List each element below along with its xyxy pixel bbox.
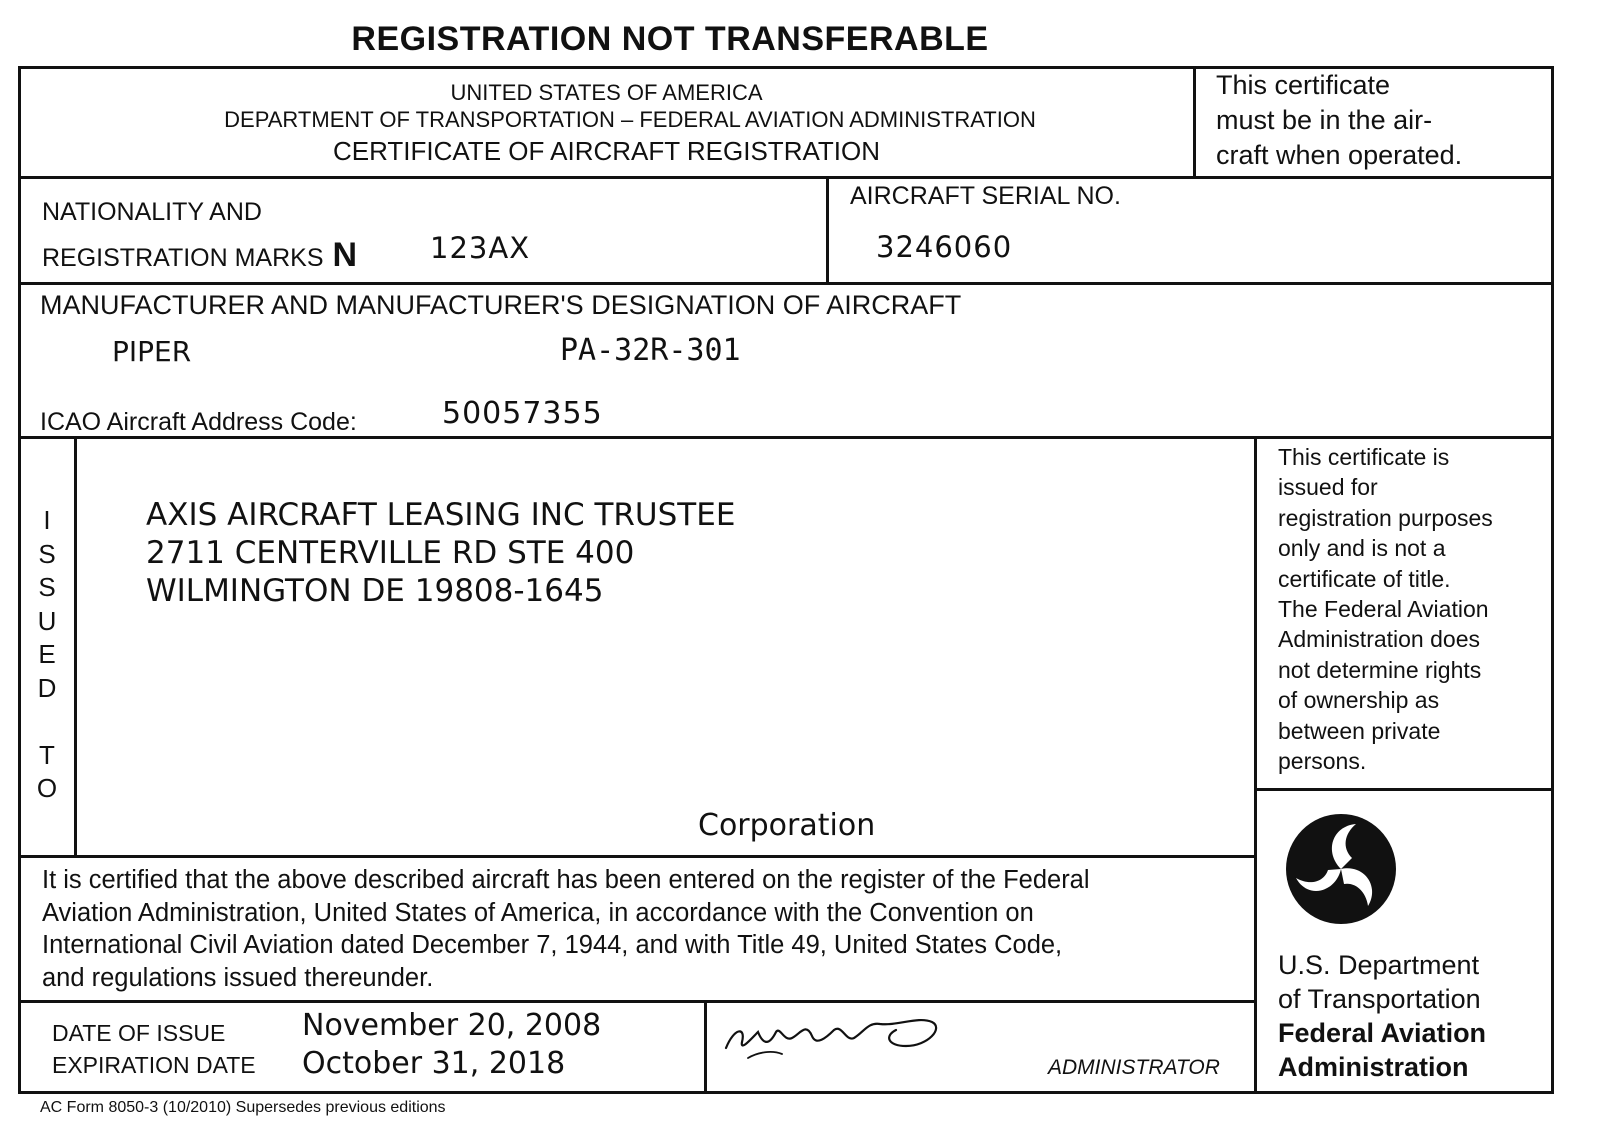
issued-to-letter: E <box>38 639 56 669</box>
signature-stroke <box>726 1020 936 1048</box>
rule-issued-to-bottom <box>18 855 1256 858</box>
dot-name-line-1: U.S. Department <box>1278 950 1480 980</box>
issued-to-letter: O <box>36 773 58 803</box>
registration-marks-value: 123AX <box>430 231 531 265</box>
manufacturer-label: MANUFACTURER AND MANUFACTURER'S DESIGNATION OF AIRCRAFT <box>40 290 962 320</box>
icao-label: ICAO Aircraft Address Code: <box>40 408 357 436</box>
serial-label: AIRCRAFT SERIAL NO. <box>850 182 1121 210</box>
nationality-mark: N <box>332 236 358 274</box>
carry-notice-line-2: must be in the air- <box>1216 105 1433 135</box>
issued-to-letter: S <box>38 572 56 602</box>
dot-name-line-4: Administration <box>1278 1052 1469 1082</box>
manufacturer-make: PIPER <box>112 335 192 368</box>
form-number-footer: AC Form 8050-3 (10/2010) Supersedes previous editions <box>40 1099 446 1116</box>
registration-label-line-1: NATIONALITY AND <box>42 198 262 226</box>
rule-right-column <box>1254 436 1257 1094</box>
rule-serial-divider <box>826 176 829 284</box>
owner-entity-type: Corporation <box>698 808 876 843</box>
expiration-date-value: October 31, 2018 <box>302 1046 566 1081</box>
disclaimer-line: issued for <box>1278 474 1378 501</box>
dot-name-line-3: Federal Aviation <box>1278 1018 1487 1048</box>
header-line-3: CERTIFICATE OF AIRCRAFT REGISTRATION <box>332 136 880 166</box>
issued-to-letter: U <box>37 605 57 636</box>
registration-label-line-2 <box>42 236 357 275</box>
disclaimer-line: This certificate is <box>1278 444 1450 470</box>
disclaimer-line: The Federal Aviation <box>1278 596 1489 623</box>
administrator-signature <box>718 1008 948 1068</box>
signature-stroke <box>748 1052 782 1058</box>
issued-to-letter: I <box>43 505 51 535</box>
owner-address-line-1: 2711 CENTERVILLE RD STE 400 <box>146 535 635 571</box>
disclaimer-line: registration purposes <box>1278 504 1493 531</box>
top-title: REGISTRATION NOT TRANSFERABLE <box>351 20 989 58</box>
disclaimer-line: of ownership as <box>1278 687 1440 714</box>
disclaimer-line: between private <box>1278 717 1441 744</box>
rule-registration-bottom <box>18 282 1554 285</box>
owner-block <box>146 496 735 610</box>
issued-to-letter <box>20 705 74 739</box>
rule-certification-bottom <box>18 1000 1256 1003</box>
dot-name-line-2: of Transportation <box>1278 984 1481 1014</box>
rule-issued-to-side <box>74 436 77 858</box>
expiration-date-label: EXPIRATION DATE <box>52 1052 256 1078</box>
issued-to-side-label <box>20 504 74 806</box>
certification-statement <box>42 864 1090 994</box>
dot-name <box>1278 948 1486 1084</box>
title-disclaimer <box>1278 442 1493 776</box>
serial-value: 3246060 <box>876 230 1013 264</box>
owner-name: AXIS AIRCRAFT LEASING INC TRUSTEE <box>146 497 736 533</box>
carry-notice-line-3: craft when operated. <box>1216 140 1463 170</box>
rule-header-bottom <box>18 176 1554 179</box>
carry-notice <box>1216 68 1462 173</box>
disclaimer-line: only and is not a <box>1278 535 1446 562</box>
header-line-2: DEPARTMENT OF TRANSPORTATION – FEDERAL AVIATION ADMINISTRATION <box>224 107 1036 132</box>
disclaimer-line: persons. <box>1278 748 1367 775</box>
registration-marks-label: REGISTRATION MARKS <box>42 244 324 272</box>
issued-to-letter: D <box>37 672 57 703</box>
dot-triskelion-logo <box>1284 812 1398 926</box>
disclaimer-line: not determine rights <box>1278 656 1482 683</box>
disclaimer-line: certificate of title. <box>1278 565 1451 592</box>
owner-address-line-2: WILMINGTON DE 19808-1645 <box>146 573 604 609</box>
header-line-1: UNITED STATES OF AMERICA <box>450 80 763 105</box>
rule-disclaimer-bottom <box>1254 788 1554 791</box>
carry-notice-line-1: This certificate <box>1216 70 1391 100</box>
icao-value: 50057355 <box>442 396 603 431</box>
certification-line: It is certified that the above described aircraft has been entered on the register of the Federal <box>42 866 1090 894</box>
manufacturer-model: PA-32R-301 <box>560 333 741 368</box>
certification-line: and regulations issued thereunder. <box>42 963 434 992</box>
issue-date-value: November 20, 2008 <box>302 1008 602 1043</box>
administrator-title: ADMINISTRATOR <box>1048 1056 1220 1079</box>
issue-date-label: DATE OF ISSUE <box>52 1020 226 1046</box>
certification-line: International Civil Aviation dated December 7, 1944, and with Title 49, United States Code, <box>42 931 1063 959</box>
issued-to-letter: T <box>39 739 55 770</box>
certification-line: Aviation Administration, United States of America, in accordance with the Convention on <box>42 898 1034 927</box>
disclaimer-line: Administration does <box>1278 626 1480 653</box>
issued-to-letter: S <box>38 538 56 569</box>
rule-dates-divider <box>704 1000 707 1094</box>
